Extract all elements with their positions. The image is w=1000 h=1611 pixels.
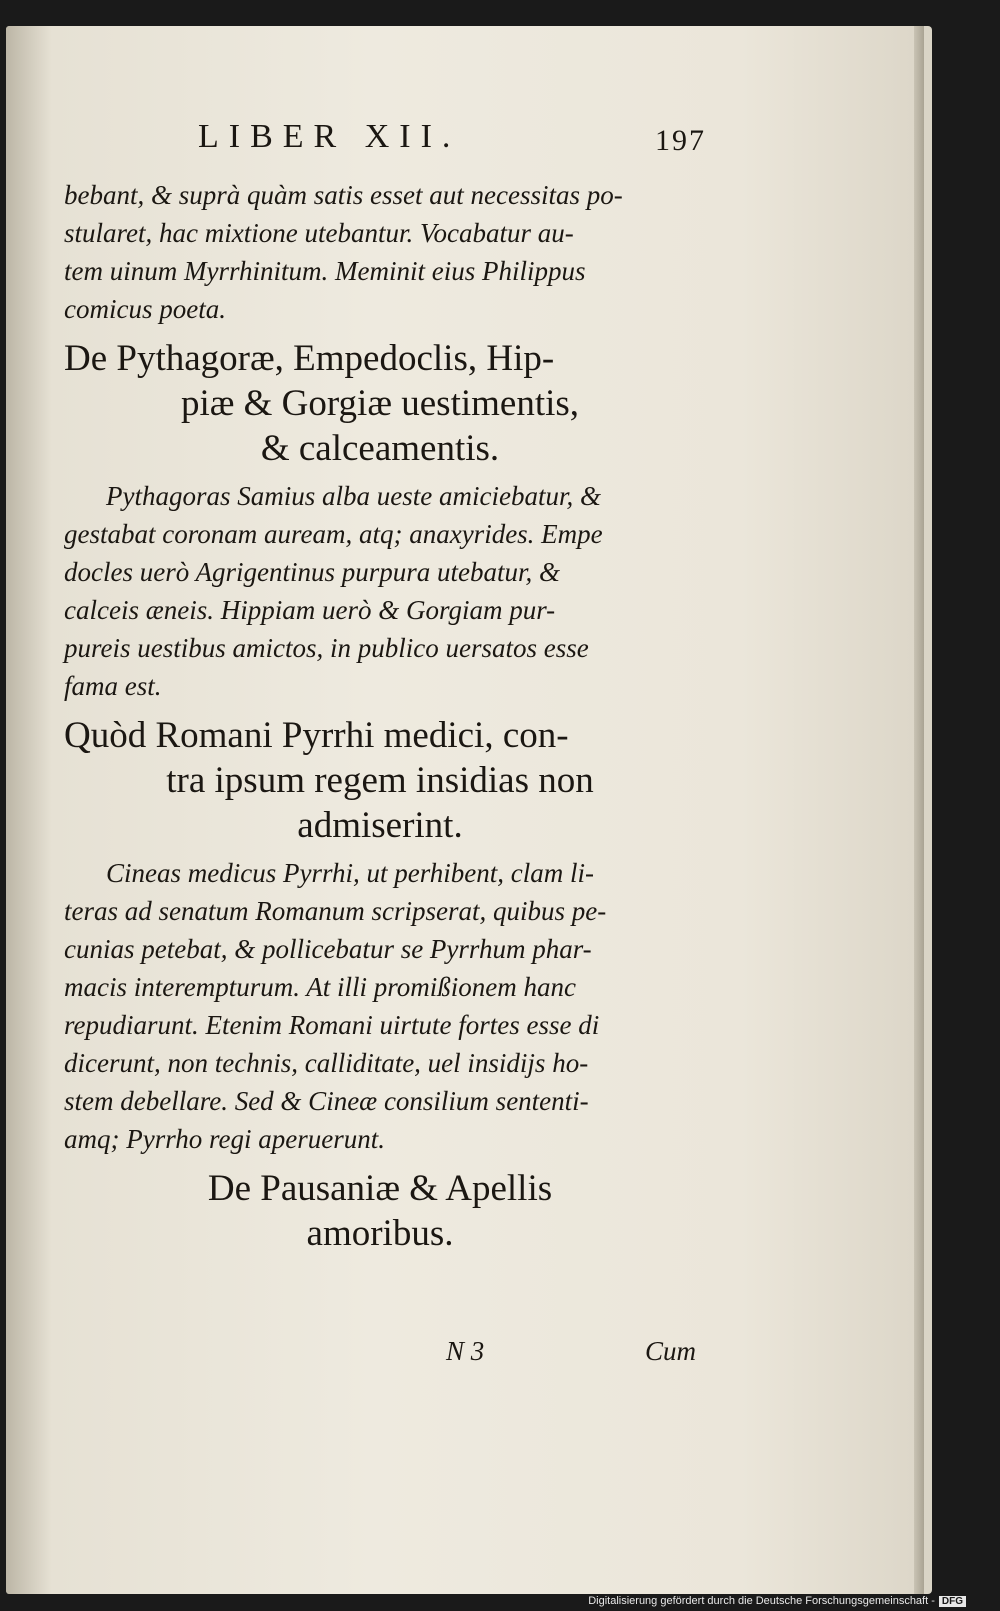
text-line: Cineas medicus Pyrrhi, ut perhibent, clam li- <box>106 858 594 888</box>
text-line: Pythagoras Samius alba ueste amiciebatur, & <box>106 481 601 511</box>
section-text-pythagoras <box>64 477 696 705</box>
credit-text: Digitalisierung gefördert durch die Deutsche Forschungsgemeinschaft - <box>588 1595 935 1607</box>
heading-line: De Pausaniæ & Apellis <box>207 1168 553 1209</box>
dfg-logo: DFG <box>939 1596 966 1607</box>
text-line: dicerunt, non technis, calliditate, uel insidijs ho- <box>64 1048 589 1078</box>
section-heading-pyrrhus <box>64 713 696 848</box>
heading-line: De Pythagoræ, Empedoclis, Hip- <box>64 338 555 379</box>
text-line: stularet, hac mixtione utebantur. Vocabatur au- <box>64 218 574 248</box>
page <box>6 26 924 1594</box>
text-line: stem debellare. Sed & Cineæ consilium sententi- <box>64 1086 589 1116</box>
heading-line: admiserint. <box>297 805 463 846</box>
heading-line: amoribus. <box>306 1213 454 1254</box>
digitization-credit <box>588 1595 966 1607</box>
text-line: pureis uestibus amictos, in publico uersatos esse <box>64 633 589 663</box>
text-line: calceis æneis. Hippiam uerò & Gorgiam pur- <box>64 595 556 625</box>
text-line: teras ad senatum Romanum scripserat, quibus pe- <box>64 896 607 926</box>
page-number: 197 <box>655 124 706 157</box>
text-body <box>64 176 696 1262</box>
book-scan <box>6 26 932 1594</box>
text-line: comicus poeta. <box>64 294 226 324</box>
text-line: tem uinum Myrrhinitum. Meminit eius Philippus <box>64 256 586 286</box>
heading-line: tra ipsum regem insidias non <box>166 760 594 801</box>
text-line: docles uerò Agrigentinus purpura utebatur, & <box>64 557 560 587</box>
heading-line: piæ & Gorgiæ uestimentis, <box>180 383 580 424</box>
signature-mark: N 3 <box>446 1336 485 1366</box>
heading-line: & calceamentis. <box>260 428 500 469</box>
text-line: repudiarunt. Etenim Romani uirtute fortes esse di <box>64 1010 600 1040</box>
text-line: gestabat coronam auream, atq; anaxyrides. Empe <box>64 519 603 549</box>
heading-line: Quòd Romani Pyrrhi medici, con- <box>64 715 569 756</box>
section-text-pyrrhus <box>64 854 696 1158</box>
catchword: Cum <box>644 1336 696 1366</box>
section-heading-pythagoras <box>64 336 696 471</box>
running-title: LIBER XII. <box>198 118 461 155</box>
text-line: macis interempturum. At illi promißionem hanc <box>64 972 576 1002</box>
text-line: bebant, & suprà quàm satis esset aut necessitas po- <box>64 180 623 210</box>
text-line: cunias petebat, & pollicebatur se Pyrrhum phar- <box>64 934 592 964</box>
opening-paragraph <box>64 176 696 328</box>
text-line: fama est. <box>64 671 162 701</box>
page-edge <box>914 26 924 1594</box>
section-heading-pausanias <box>64 1166 696 1256</box>
text-line: amq; Pyrrho regi aperuerunt. <box>64 1124 385 1154</box>
